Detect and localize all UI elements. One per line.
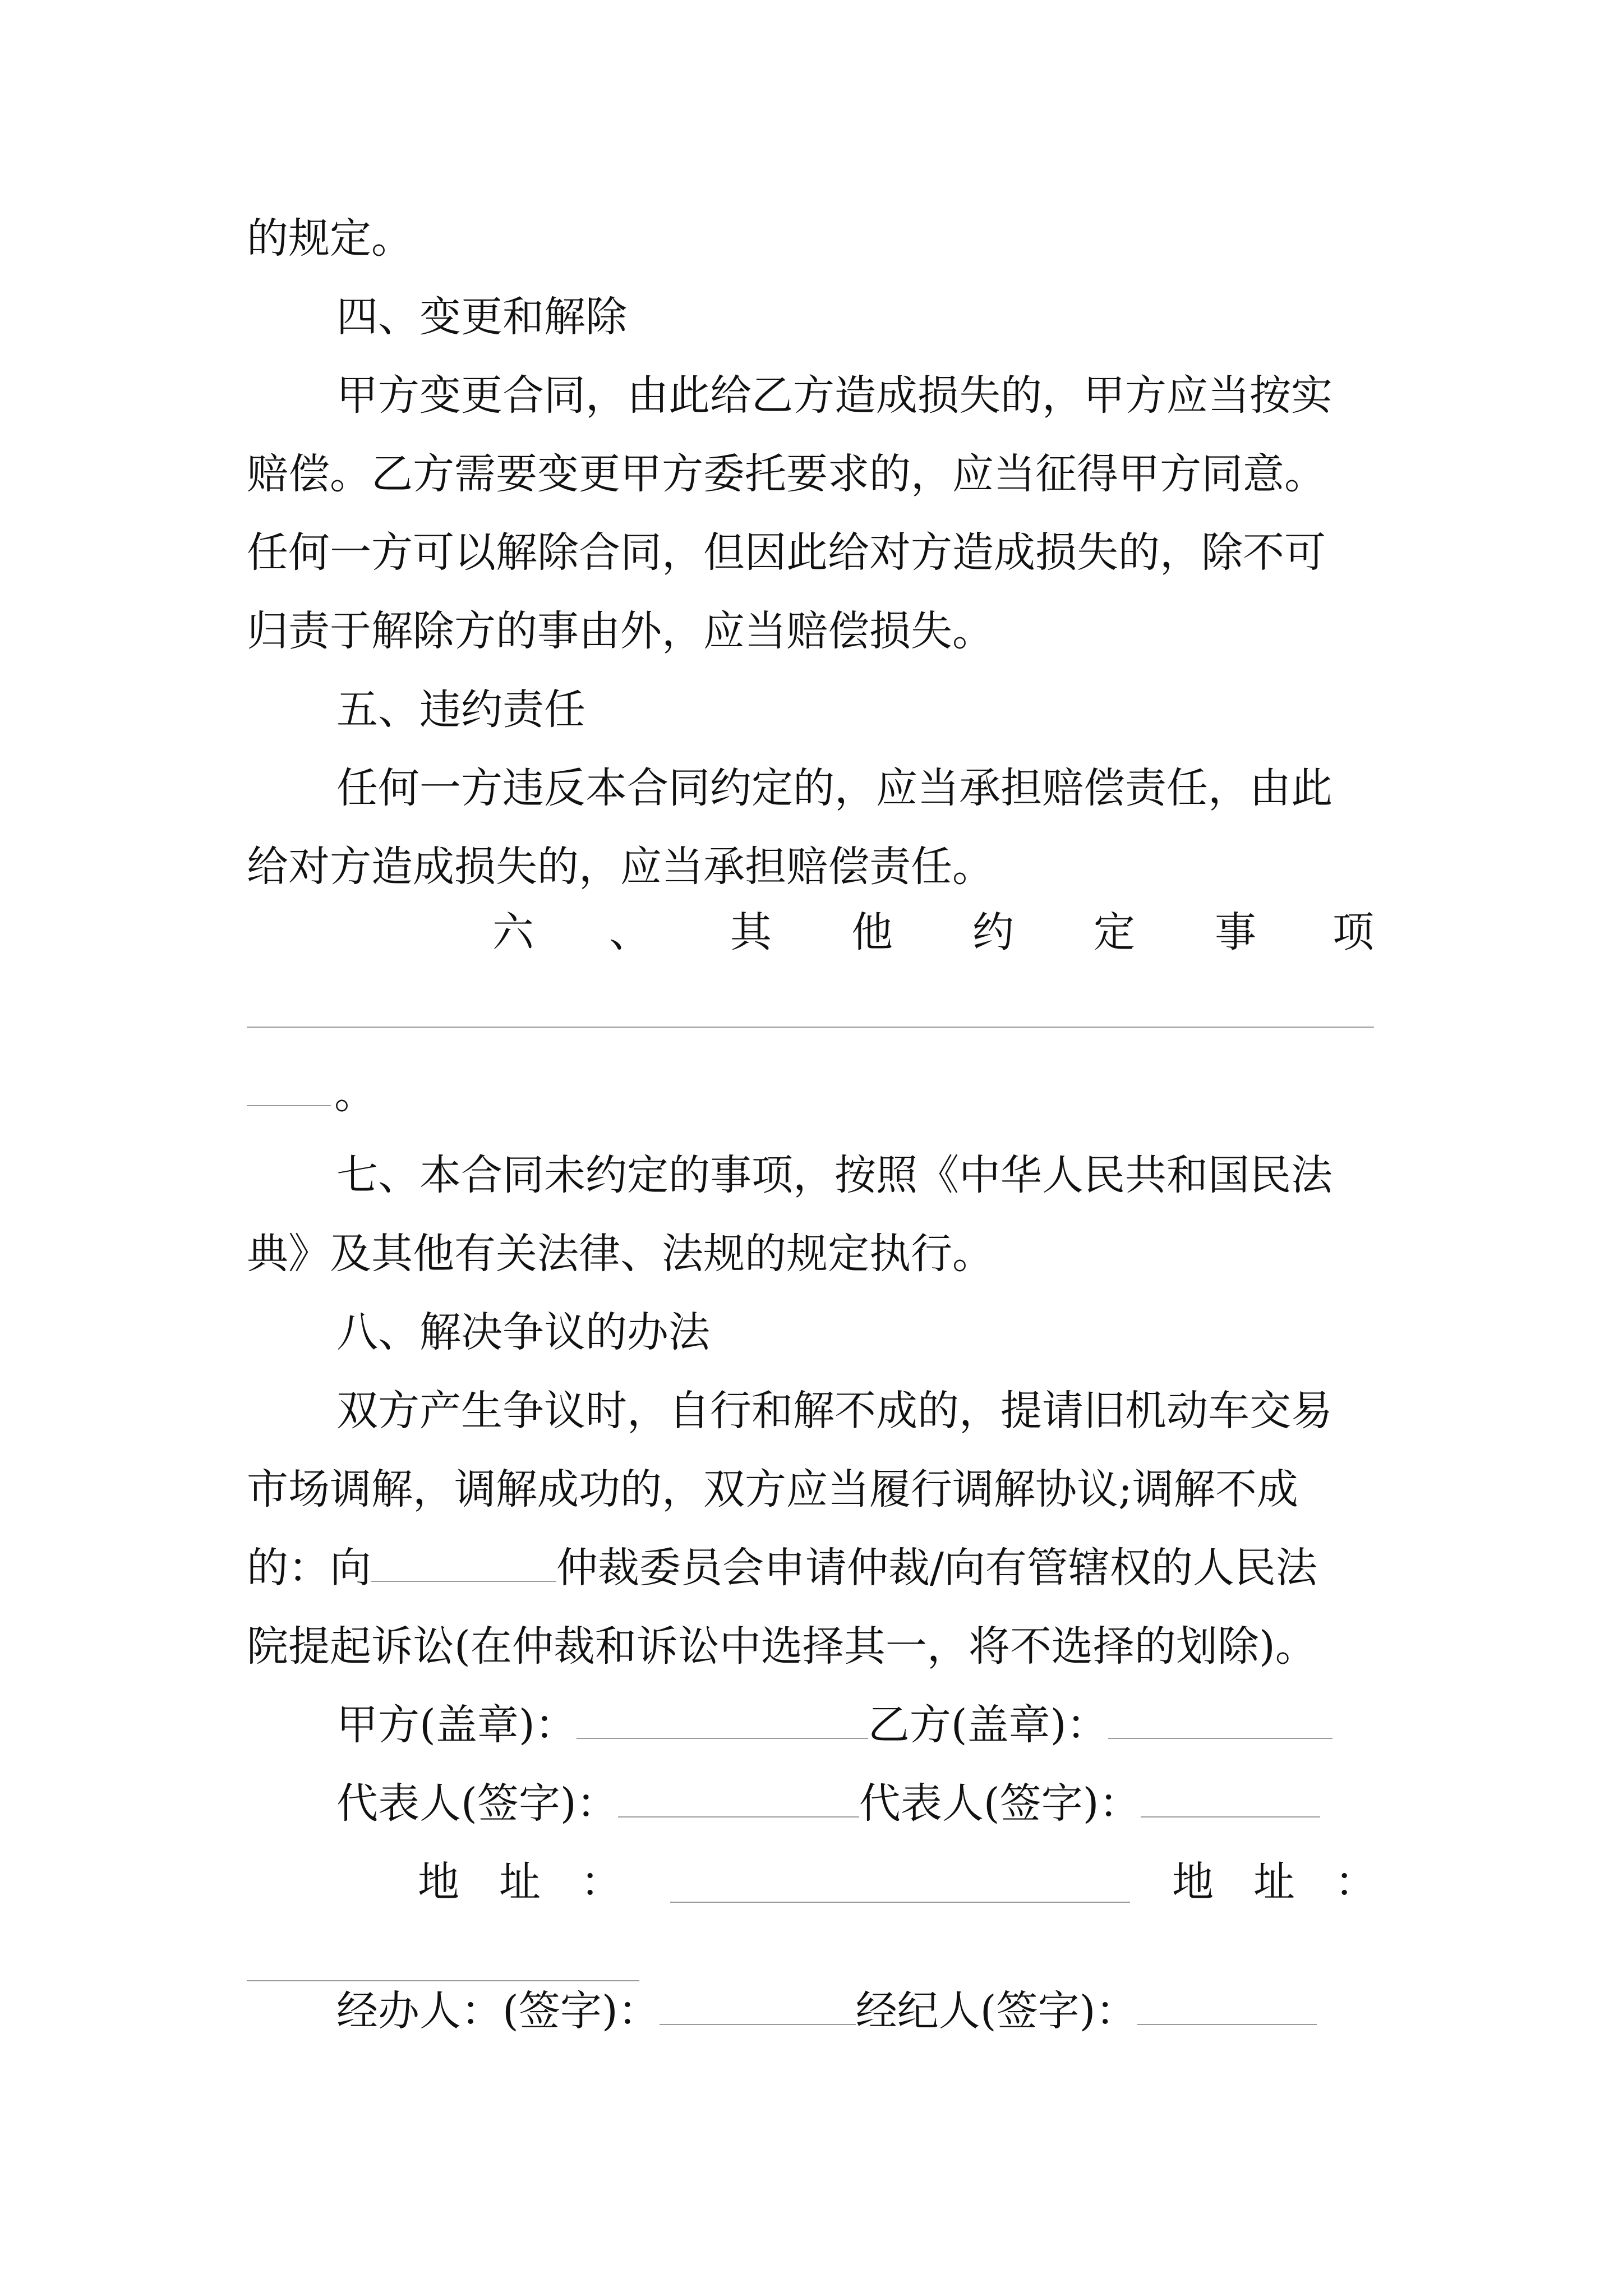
- paragraph-line: 赔偿。乙方需要变更甲方委托要求的，应当征得甲方同意。: [247, 450, 1326, 498]
- paragraph-line: 任何一方违反本合同约定的，应当承担赔偿责任，由此: [336, 764, 1332, 812]
- paragraph-line: 市场调解，调解成功的，双方应当履行调解协议;调解不成: [247, 1465, 1298, 1513]
- address-a-blank: [670, 1902, 1130, 1903]
- section-heading-5: 五、违约责任: [336, 685, 585, 734]
- paragraph-line: 院提起诉讼(在仲裁和诉讼中选择其一，将不选择的划除)。: [247, 1622, 1317, 1671]
- paragraph-line: 甲方变更合同，由此给乙方造成损失的，甲方应当按实: [336, 371, 1332, 420]
- paragraph-line: 双方产生争议时，自行和解不成的，提请旧机动车交易: [336, 1387, 1332, 1435]
- party-b-label: 乙方(盖章)：: [868, 1701, 1108, 1749]
- address-a-char: 址: [499, 1858, 541, 1906]
- fill-in-line: [247, 1105, 331, 1106]
- paragraph-line: 典》及其他有关法律、法规的规定执行。: [247, 1230, 994, 1278]
- section-heading-6-char: 事: [1215, 908, 1256, 956]
- rep-a-blank: [618, 1783, 859, 1818]
- section-heading-7: 七、本合同未约定的事项，按照《中华人民共和国民法: [336, 1151, 1332, 1199]
- party-b-blank: [1108, 1704, 1332, 1739]
- rep-b-blank: [1141, 1783, 1320, 1818]
- address-b-blank: [247, 1980, 639, 1981]
- address-b-char: 址: [1253, 1858, 1295, 1906]
- rep-a-label: 代表人(签字)：: [336, 1779, 618, 1828]
- signature-row: [336, 1983, 1317, 2039]
- section-heading-8: 八、解决争议的办法: [336, 1308, 710, 1356]
- paragraph-line: 归责于解除方的事由外，应当赔偿损失。: [247, 607, 994, 655]
- paragraph-line: 的规定。: [247, 214, 413, 263]
- section-heading-6-char: 定: [1094, 908, 1135, 956]
- address-b-char: 地: [1172, 1858, 1214, 1906]
- rep-b-label: 代表人(签字)：: [859, 1779, 1141, 1828]
- text-segment: 的：向: [247, 1544, 371, 1592]
- signature-row: [336, 1697, 1332, 1753]
- section-heading-6-char: 其: [730, 908, 772, 956]
- handler-blank: [660, 1990, 856, 2025]
- section-heading-6-char: 约: [972, 908, 1014, 956]
- handler-label: 经办人：(签字)：: [336, 1987, 660, 2035]
- paragraph-line: 给对方造成损失的，应当承担赔偿责任。: [247, 843, 994, 891]
- paragraph-line: 。: [334, 1070, 376, 1118]
- broker-label: 经纪人(签字)：: [855, 1987, 1137, 2035]
- section-heading-6-char: 项: [1332, 908, 1374, 956]
- paragraph-line: 任何一方可以解除合同，但因此给对方造成损失的，除不可: [247, 528, 1326, 577]
- address-a-char: ：: [580, 1858, 622, 1906]
- section-heading-6-char: 他: [851, 908, 893, 956]
- broker-blank: [1137, 1990, 1317, 2025]
- text-segment: 仲裁委员会申请仲裁/向有管辖权的人民法: [556, 1544, 1317, 1592]
- fill-in-line: [247, 1027, 1374, 1028]
- party-a-blank: [577, 1704, 868, 1739]
- section-heading-4: 四、变更和解除: [336, 293, 627, 341]
- address-a-char: 地: [418, 1858, 459, 1906]
- party-a-label: 甲方(盖章)：: [336, 1701, 577, 1749]
- arbitration-blank: [371, 1547, 556, 1582]
- paragraph-line: [247, 1540, 1317, 1596]
- section-heading-6-char: 、: [609, 908, 651, 956]
- address-b-char: ：: [1335, 1858, 1376, 1906]
- signature-row: [336, 1775, 1320, 1832]
- section-heading-6-char: 六: [492, 908, 534, 956]
